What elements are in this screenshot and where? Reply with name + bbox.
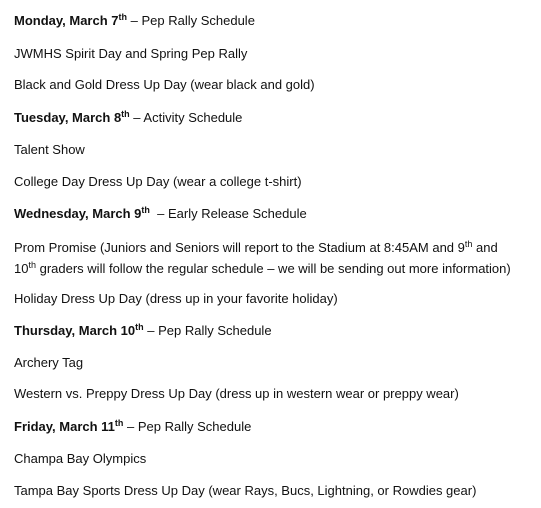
- dress-up-item: Black and Gold Dress Up Day (wear black and gold): [14, 77, 315, 92]
- day-label: Friday, March 11: [14, 419, 115, 434]
- day-heading-thursday: [14, 323, 533, 339]
- dress-up-item: College Day Dress Up Day (wear a college t-shirt): [14, 174, 302, 189]
- prom-text-4: graders will follow the regular schedule – we will be sending out more information): [35, 261, 511, 276]
- ordinal: th: [464, 239, 473, 249]
- day-ordinal: th: [135, 322, 144, 332]
- day-label: Thursday, March 10: [14, 323, 136, 338]
- dress-up-item: Western vs. Preppy Dress Up Day (dress up in western wear or preppy wear): [14, 386, 459, 401]
- day-heading-wednesday: [14, 206, 533, 222]
- event-item: Archery Tag: [14, 355, 84, 370]
- day-ordinal: th: [118, 12, 128, 22]
- day-label: Wednesday, March 9: [14, 206, 142, 221]
- event-item-prom-promise: [14, 237, 533, 279]
- schedule-type: – Pep Rally Schedule: [127, 13, 255, 28]
- prom-text-3: 10: [14, 261, 29, 276]
- day-label: Monday, March 7: [14, 13, 119, 28]
- day-heading-tuesday: [14, 110, 533, 126]
- schedule-type: – Early Release Schedule: [149, 206, 307, 221]
- day-label: Tuesday, March 8: [14, 110, 122, 125]
- day-ordinal: th: [121, 109, 130, 119]
- schedule-type: – Activity Schedule: [129, 110, 243, 125]
- event-item: Champa Bay Olympics: [14, 451, 147, 466]
- schedule-type: – Pep Rally Schedule: [143, 323, 272, 338]
- schedule-type: – Pep Rally Schedule: [123, 419, 252, 434]
- dress-up-item: Tampa Bay Sports Dress Up Day (wear Rays, Bucs, Lightning, or Rowdies gear): [14, 483, 477, 498]
- day-ordinal: th: [141, 205, 150, 215]
- prom-text-1: Prom Promise (Juniors and Seniors will report to the Stadium at 8:45AM and 9: [14, 240, 465, 255]
- dress-up-item: Holiday Dress Up Day (dress up in your favorite holiday): [14, 291, 338, 306]
- event-item: JWMHS Spirit Day and Spring Pep Rally: [14, 46, 248, 61]
- day-heading-friday: [14, 419, 533, 435]
- event-item: Talent Show: [14, 142, 85, 157]
- day-ordinal: th: [114, 418, 124, 428]
- day-heading-monday: [14, 13, 533, 29]
- prom-text-2: and: [472, 240, 498, 255]
- ordinal: th: [28, 260, 36, 270]
